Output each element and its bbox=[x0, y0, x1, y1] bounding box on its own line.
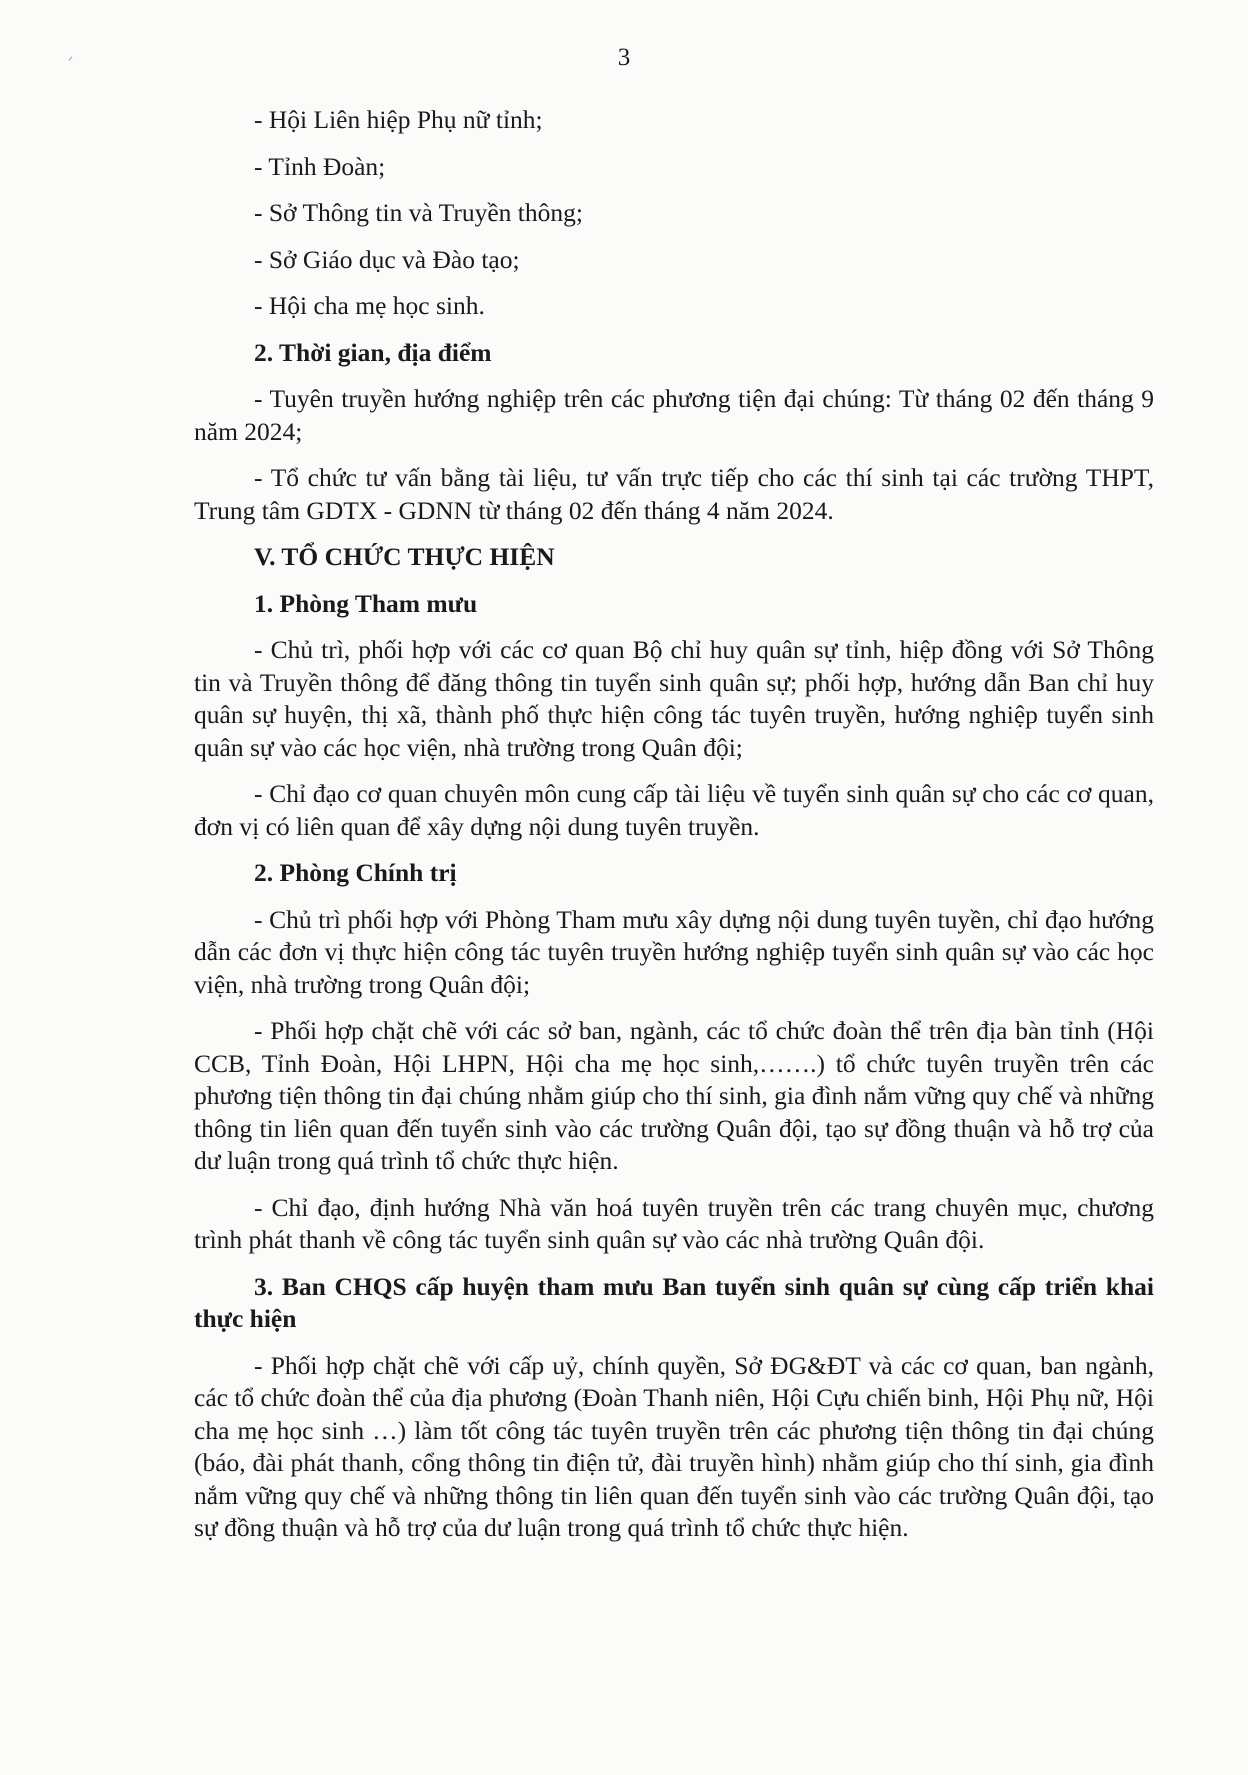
paragraph: - Chỉ đạo cơ quan chuyên môn cung cấp tài liệu về tuyển sinh quân sự cho các cơ quan, đơn vị có liên quan để xây dựng nội dung tuyên truyền. bbox=[194, 779, 1154, 841]
scan-mark-icon: ᐟ bbox=[68, 54, 74, 68]
paragraph: - Chỉ đạo, định hướng Nhà văn hoá tuyên truyền trên các trang chuyên mục, chương trình phát thanh về công tác tuyển sinh quân sự vào các nhà trường Quân đội. bbox=[194, 1192, 1154, 1254]
participant-item: - Sở Thông tin và Truyền thông; bbox=[254, 198, 583, 227]
participant-item: - Sở Giáo dục và Đào tạo; bbox=[254, 244, 520, 274]
paragraph: - Phối hợp chặt chẽ với cấp uỷ, chính quyền, Sở ĐG&ĐT và các cơ quan, ban ngành, các tổ chức đoàn thể của địa phương (Đoàn Thanh niên, Hội Cựu chiến binh, Hội Phụ nữ, Hội cha mẹ học sinh …) làm tốt công tác tuyên truyền trên các phương tiện thông tin đại chúng (báo, đài phát thanh, cổng thông tin điện tử, đài truyền hình) nhằm giúp cho thí sinh, gia đình nắm vững quy chế và những thông tin liên quan đến tuyển sinh vào các trường Quân đội, tạo sự đồng thuận và hỗ trợ của dư luận trong quá trình tổ chức thực hiện. bbox=[194, 1350, 1154, 1542]
participant-item: - Hội cha mẹ học sinh. bbox=[254, 291, 485, 320]
paragraph: - Tổ chức tư vấn bằng tài liệu, tư vấn trực tiếp cho các thí sinh tại các trường THPT, Trung tâm GDTX - GDNN từ tháng 02 đến tháng 4 năm 2024. bbox=[194, 463, 1154, 525]
section-heading-organization: V. TỔ CHỨC THỰC HIỆN bbox=[254, 542, 555, 571]
subsection-heading-district: 3. Ban CHQS cấp huyện tham mưu Ban tuyển sinh quân sự cùng cấp triển khai thực hiện bbox=[194, 1271, 1154, 1333]
paragraph: - Phối hợp chặt chẽ với các sở ban, ngành, các tổ chức đoàn thể trên địa bàn tỉnh (Hội CCB, Tỉnh Đoàn, Hội LHPN, Hội cha mẹ học sinh,…….) tổ chức tuyên truyền trên các phương tiện thông tin đại chúng nhằm giúp cho thí sinh, gia đình nắm vững quy chế và những thông tin liên quan đến tuyển sinh vào các trường Quân đội, tạo sự đồng thuận và hỗ trợ của dư luận trong quá trình tổ chức thực hiện. bbox=[194, 1016, 1154, 1175]
participant-item: - Hội Liên hiệp Phụ nữ tỉnh; bbox=[254, 105, 543, 134]
section-heading-time-place: 2. Thời gian, địa điểm bbox=[254, 337, 492, 367]
participant-item: - Tỉnh Đoàn; bbox=[254, 151, 386, 181]
paragraph: - Tuyên truyền hướng nghiệp trên các phương tiện đại chúng: Từ tháng 02 đến tháng 9 năm 2024; bbox=[194, 384, 1154, 446]
paragraph: - Chủ trì, phối hợp với các cơ quan Bộ chỉ huy quân sự tỉnh, hiệp đồng với Sở Thông tin và Truyền thông để đăng thông tin tuyển sinh quân sự; phối hợp, hướng dẫn Ban chỉ huy quân sự huyện, thị xã, thành phố thực hiện công tác tuyên truyền, hướng nghiệp tuyển sinh quân sự vào các học viện, nhà trường trong Quân đội; bbox=[194, 635, 1154, 762]
page-number: 3 bbox=[617, 44, 631, 71]
subsection-heading-staff: 1. Phòng Tham mưu bbox=[254, 588, 478, 618]
document-body bbox=[194, 104, 1154, 1559]
subsection-heading-politics: 2. Phòng Chính trị bbox=[254, 858, 457, 887]
paragraph: - Chủ trì phối hợp với Phòng Tham mưu xây dựng nội dung tuyên tuyền, chỉ đạo hướng dẫn các đơn vị thực hiện công tác tuyên truyền hướng nghiệp tuyển sinh quân sự vào các học viện, nhà trường trong Quân đội; bbox=[194, 904, 1154, 999]
